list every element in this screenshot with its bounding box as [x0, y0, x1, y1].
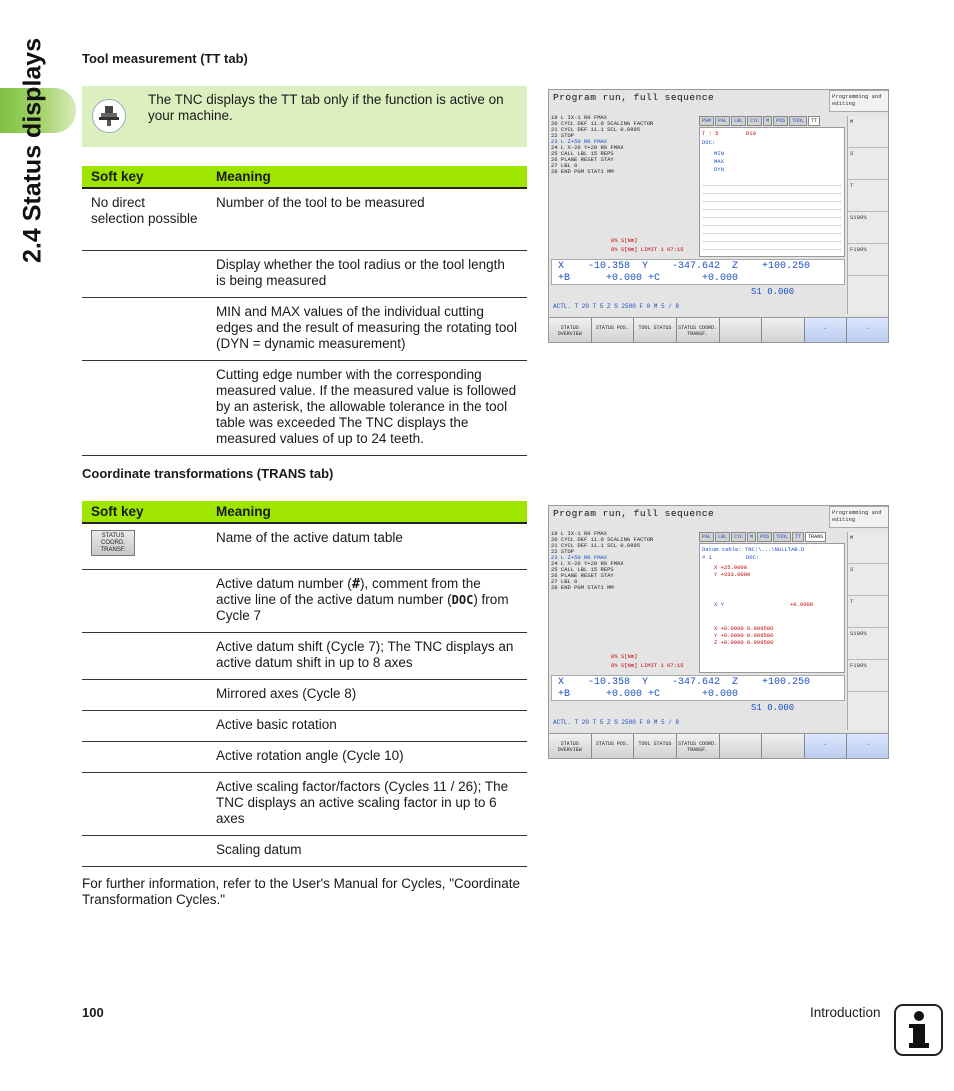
status-tabs — [699, 116, 820, 126]
softkey-cell — [82, 835, 207, 866]
tt-col-softkey: Soft key — [82, 166, 207, 188]
table-row — [82, 710, 527, 741]
meaning-cell: Name of the active datum table — [207, 523, 527, 569]
softkey-cell — [82, 741, 207, 772]
status-coord-transf-softkey[interactable]: STATUS COORD. TRANSF. — [677, 734, 720, 759]
tt-table — [82, 166, 527, 456]
meaning-cell: Display whether the tool radius or the tool length is being measured — [207, 250, 527, 297]
tt-heading: Tool measurement (TT tab) — [82, 51, 248, 66]
softkey-cell — [82, 569, 207, 632]
softkey-cell — [82, 632, 207, 679]
tool-status-softkey[interactable]: TOOL STATUS — [634, 734, 677, 759]
actl-line: S1 0.000 ACTL. T 20 T 5 Z S 2500 F 0 M 5 / 8 — [553, 703, 795, 726]
table-row — [82, 250, 527, 297]
status-tabs — [699, 532, 826, 542]
tab-lbl[interactable]: LBL — [715, 532, 730, 542]
program-listing: 19 L IX-1 R0 FMAX 20 CYCL DEF 11.0 SCALING FACTOR 21 CYCL DEF 11.1 SCL 0.9995 22 STOP 23 L Z+50 R0 FMAX 24 L X-20 Y+20 R0 FMAX 25 CALL LBL 15 REPS 26 PLANE RESET STAY 27 LBL 0 28 END PGM STAT1 MM — [551, 114, 654, 175]
softkey-cell — [82, 250, 207, 297]
softkey-row — [549, 733, 889, 759]
status-coord-transf-softkey[interactable]: STATUS COORD. TRANSF. — [91, 530, 135, 556]
empty-softkey[interactable] — [720, 318, 763, 343]
table-row — [82, 523, 527, 569]
tnc-screen-tt — [548, 89, 889, 343]
page-number: 100 — [82, 1005, 104, 1020]
machine-note-icon — [92, 99, 126, 133]
table-row — [82, 772, 527, 835]
tab-pal[interactable]: PAL — [699, 532, 714, 542]
machine-side-panel: M S T S100% F100% — [847, 116, 889, 314]
meaning-cell: Active basic rotation — [207, 710, 527, 741]
page-back-arrow-icon[interactable]: ← — [805, 734, 848, 759]
softkey-cell — [82, 297, 207, 360]
page-forward-arrow-icon[interactable]: → — [847, 734, 889, 759]
meaning-cell: Mirrored axes (Cycle 8) — [207, 679, 527, 710]
table-row — [82, 632, 527, 679]
meaning-cell: Cutting edge number with the corresponding measured value. If the measured value is followed by an asterisk, the allowable tolerance in the tool table was exceeded The TNC displays the measured values of up to 24 teeth. — [207, 360, 527, 455]
tab-pal[interactable]: PAL — [715, 116, 730, 126]
meaning-cell: Number of the tool to be measured — [207, 188, 527, 250]
trans-col-meaning: Meaning — [207, 501, 527, 523]
trans-table — [82, 501, 527, 867]
tab-tool[interactable]: TOOL — [773, 532, 791, 542]
trans-col-softkey: Soft key — [82, 501, 207, 523]
chapter-title: 2.4 Status displays — [18, 37, 47, 263]
note-box — [82, 86, 527, 147]
status-pos-softkey[interactable]: STATUS POS. — [592, 318, 635, 343]
meaning-cell: Active datum shift (Cycle 7); The TNC displays an active datum shift in up to 8 axes — [207, 632, 527, 679]
tool-status-softkey[interactable]: TOOL STATUS — [634, 318, 677, 343]
page-forward-arrow-icon[interactable]: → — [847, 318, 889, 343]
tab-trans[interactable]: TRANS — [805, 532, 826, 542]
empty-softkey[interactable] — [762, 318, 805, 343]
meaning-cell: Active datum number (#), comment from the active line of the active datum number (DOC) from Cycle 7 — [207, 569, 527, 632]
softkey-cell: No direct selection possible — [82, 188, 207, 250]
info-icon — [894, 1004, 943, 1056]
mode-label: Programming and editing — [829, 506, 889, 528]
tab-m[interactable]: M — [763, 116, 772, 126]
softkey-cell — [82, 710, 207, 741]
tt-panel: T : 5 D10 DOC: MIN MAX DYN — [699, 127, 845, 257]
meaning-cell: Active scaling factor/factors (Cycles 11 / 26); The TNC displays an active scaling factor in up to 6 axes — [207, 772, 527, 835]
actl-line: S1 0.000 ACTL. T 20 T 5 Z S 2500 F 0 M 5 / 8 — [553, 287, 795, 310]
table-row — [82, 569, 527, 632]
tt-col-meaning: Meaning — [207, 166, 527, 188]
further-info-text: For further information, refer to the User's Manual for Cycles, "Coordinate Transformation Cycles." — [82, 876, 521, 907]
meaning-cell: MIN and MAX values of the individual cutting edges and the result of measuring the rotating tool (DYN = dynamic measurement) — [207, 297, 527, 360]
footer-chapter-label: Introduction — [810, 1005, 881, 1020]
table-row — [82, 297, 527, 360]
softkey-row — [549, 317, 889, 343]
tnc-screen-trans — [548, 505, 889, 759]
machine-side-panel: M S T S100% F100% — [847, 532, 889, 730]
softkey-cell — [82, 679, 207, 710]
tab-cyc[interactable]: CYC — [747, 116, 762, 126]
meaning-cell: Active rotation angle (Cycle 10) — [207, 741, 527, 772]
axes-display: X -10.358 Y -347.642 Z +100.250 +B +0.000 +C +0.000 — [551, 675, 845, 701]
tab-tool[interactable]: TOOL — [789, 116, 807, 126]
tab-cyc[interactable]: CYC — [731, 532, 746, 542]
tab-pos[interactable]: POS — [773, 116, 788, 126]
axes-display: X -10.358 Y -347.642 Z +100.250 +B +0.000 +C +0.000 — [551, 259, 845, 285]
status-pos-softkey[interactable]: STATUS POS. — [592, 734, 635, 759]
page-back-arrow-icon[interactable]: ← — [805, 318, 848, 343]
mode-label: Programming and editing — [829, 90, 889, 112]
empty-softkey[interactable] — [720, 734, 763, 759]
softkey-cell — [82, 360, 207, 455]
tab-lbl[interactable]: LBL — [731, 116, 746, 126]
tab-m[interactable]: M — [747, 532, 756, 542]
tab-pos[interactable]: POS — [757, 532, 772, 542]
screen-title: Program run, full sequence — [553, 508, 715, 519]
program-listing: 19 L IX-1 R0 FMAX 20 CYCL DEF 11.0 SCALING FACTOR 21 CYCL DEF 11.1 SCL 0.9995 22 STOP 23 L Z+50 R0 FMAX 24 L X-20 Y+20 R0 FMAX 25 CALL LBL 15 REPS 26 PLANE RESET STAY 27 LBL 0 28 END PGM STAT1 MM — [551, 530, 654, 591]
empty-softkey[interactable] — [762, 734, 805, 759]
table-row — [82, 835, 527, 866]
screen-title: Program run, full sequence — [553, 92, 715, 103]
status-overview-softkey[interactable]: STATUS OVERVIEW — [549, 318, 592, 343]
trans-panel: Datum table: TNC:\...\NULLTAB.D # 1 DOC: X +25.0000 Y +333.0000 X Y +0.0000 X +0.0000 0.999500 Y +0.0000 0.999500 Z +0.0000 0.999500 — [699, 543, 845, 673]
note-text: The TNC displays the TT tab only if the function is active on your machine. — [148, 92, 504, 123]
status-coord-transf-softkey[interactable]: STATUS COORD. TRANSF. — [677, 318, 720, 343]
tab-tt[interactable]: TT — [808, 116, 820, 126]
meaning-cell: Scaling datum — [207, 835, 527, 866]
status-strip: 0% S[Nm] 0% S[Nm] LIMIT 1 07:15 — [611, 237, 684, 253]
table-row — [82, 360, 527, 455]
table-row — [82, 188, 527, 250]
status-overview-softkey[interactable]: STATUS OVERVIEW — [549, 734, 592, 759]
table-row — [82, 679, 527, 710]
table-row — [82, 741, 527, 772]
softkey-cell — [82, 523, 207, 569]
softkey-cell — [82, 772, 207, 835]
tab-pgm[interactable]: PGM — [699, 116, 714, 126]
tab-tt[interactable]: TT — [792, 532, 804, 542]
status-strip: 0% S[Nm] 0% S[Nm] LIMIT 1 07:15 — [611, 653, 684, 669]
trans-heading: Coordinate transformations (TRANS tab) — [82, 466, 334, 481]
